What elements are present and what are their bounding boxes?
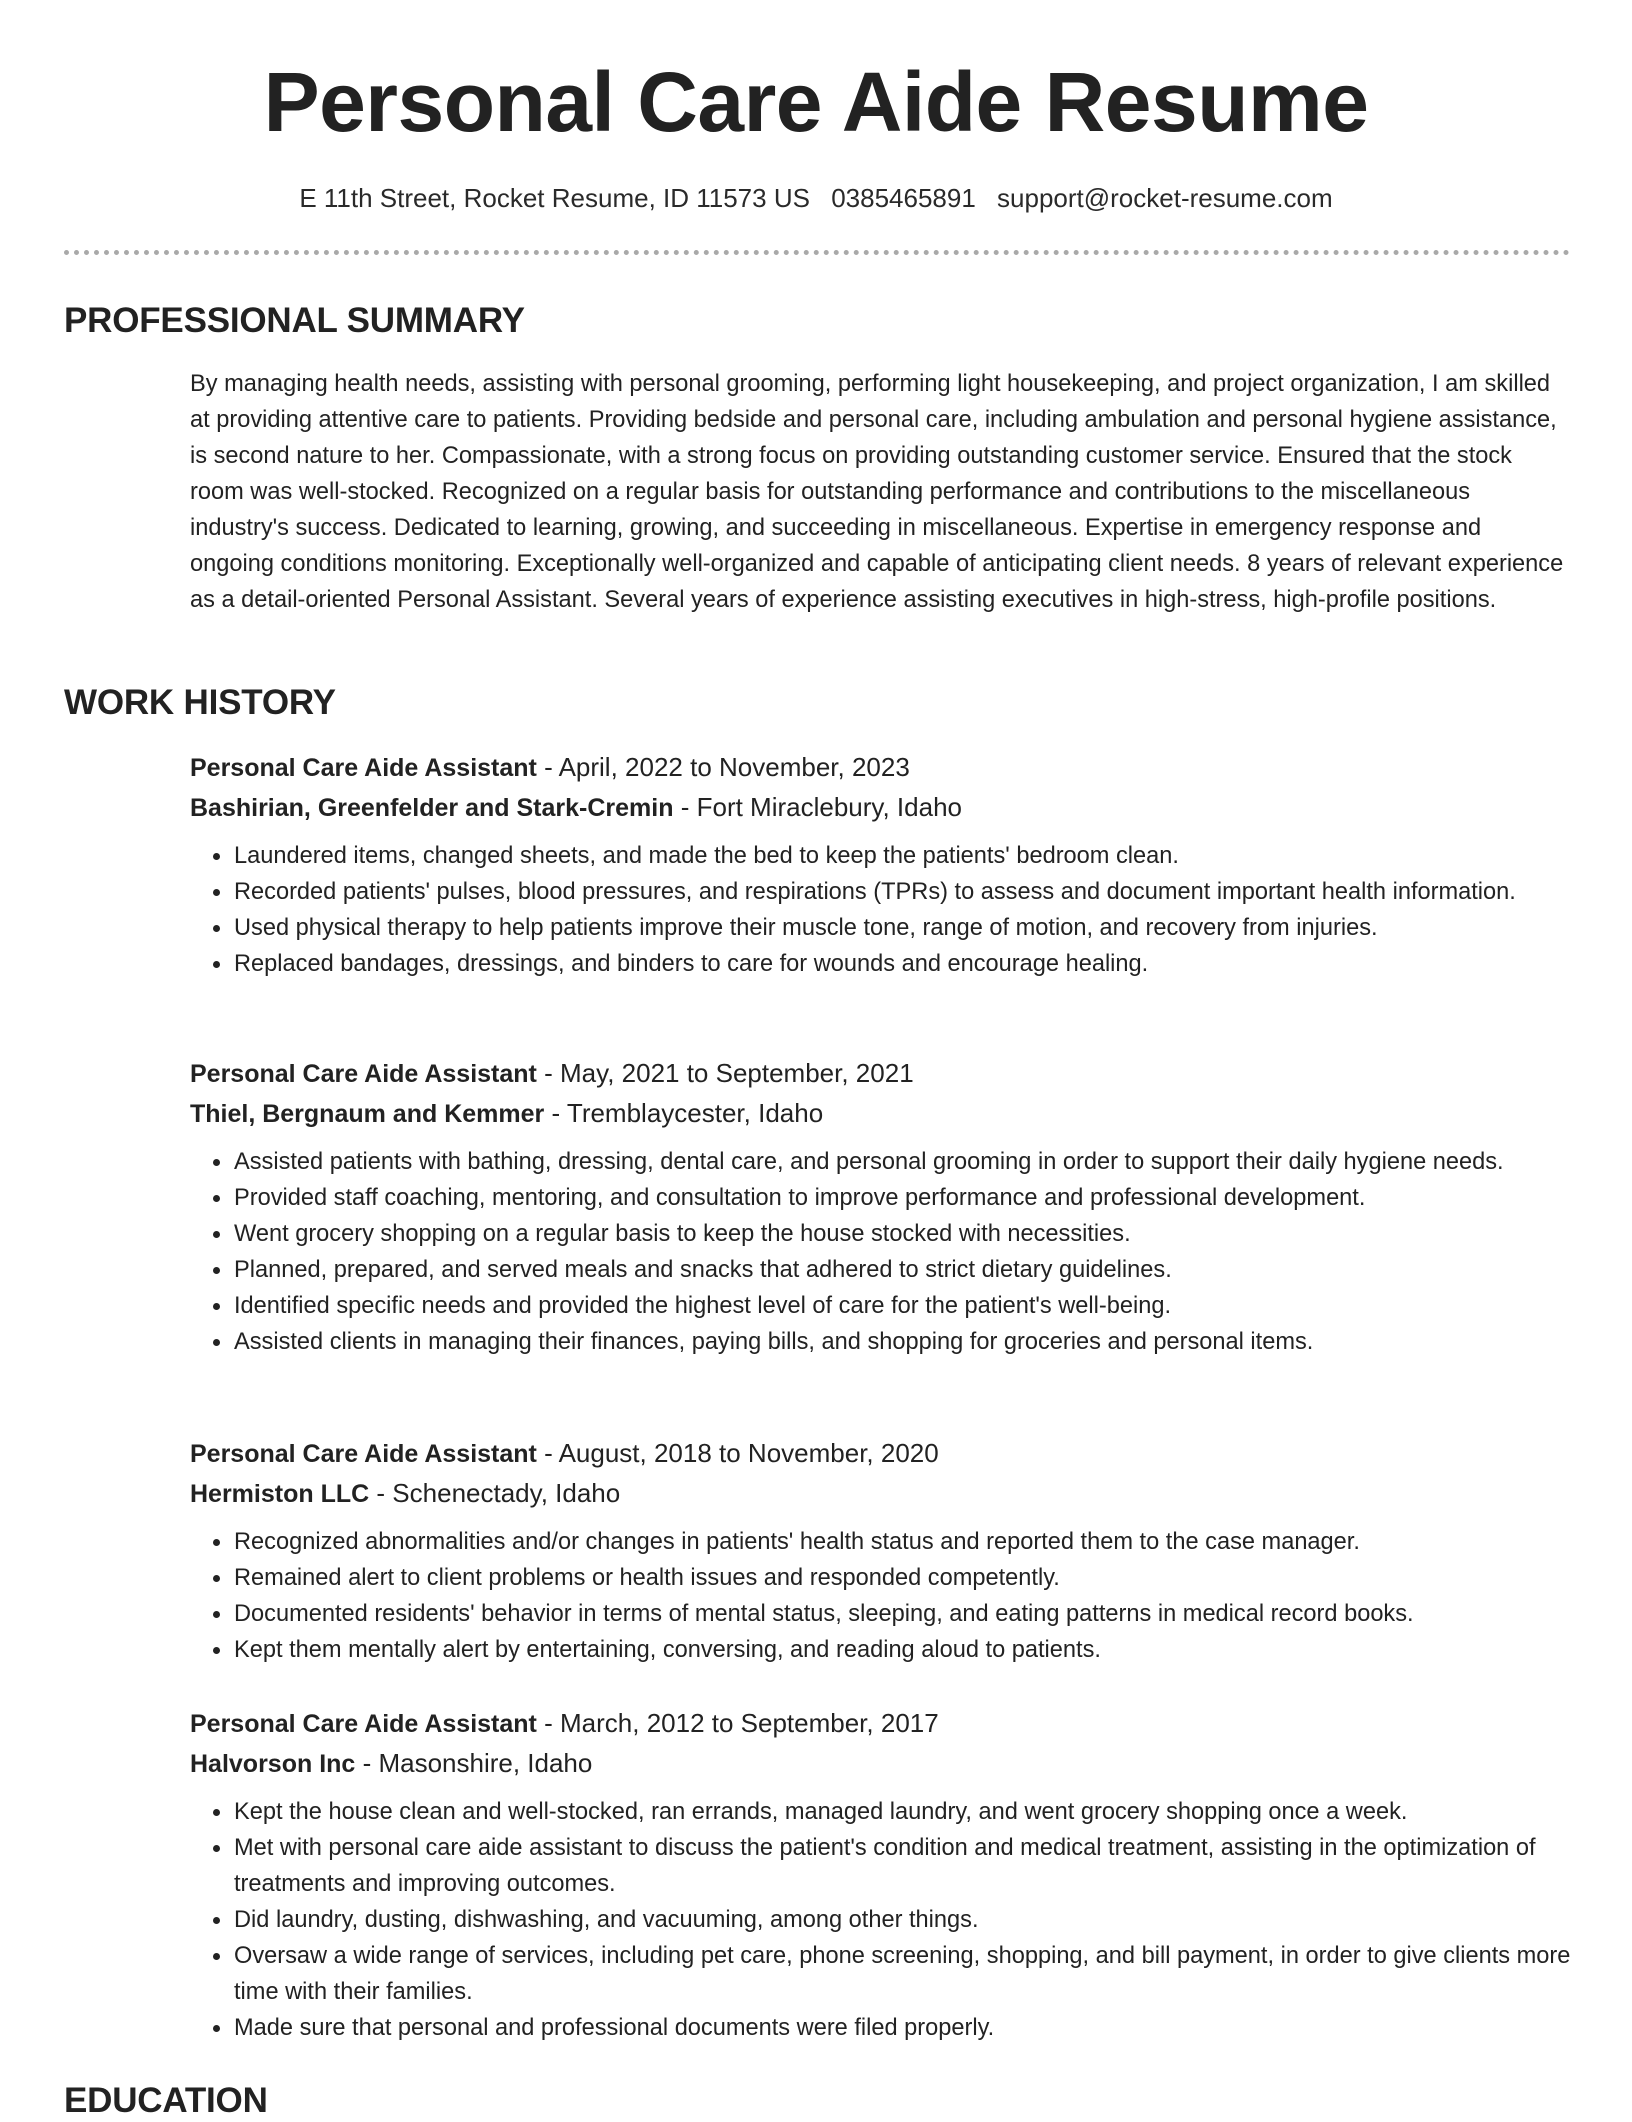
summary-heading: PROFESSIONAL SUMMARY [64, 301, 525, 340]
job-title: Personal Care Aide Assistant [190, 1060, 537, 1088]
job-bullet: • Recognized abnormalities and/or changes in patients' health status and reported them to the case manager. [233, 1524, 1580, 1560]
education-heading: EDUCATION [64, 2081, 268, 2120]
job-title: Personal Care Aide Assistant [190, 754, 537, 782]
job-dates: - March, 2012 to September, 2017 [544, 1708, 939, 1738]
job-bullet: • Planned, prepared, and served meals and snacks that adhered to strict dietary guidelines. [233, 1252, 1580, 1288]
job-company-line [190, 1094, 1580, 1134]
header-divider [64, 250, 1570, 255]
job-title-line [190, 1434, 1580, 1474]
job-bullet: • Used physical therapy to help patients improve their muscle tone, range of motion, and recovery from injuries. [233, 910, 1580, 946]
summary-text: By managing health needs, assisting with personal grooming, performing light housekeeping, and project organization, I am skilled at providing attentive care to patients. Providing bedside and personal care, including ambulation and personal hygiene assistance, is second nature to her. Compassionate, with a strong focus on providing outstanding customer service. Ensured that the stock room was well-stocked. Recognized on a regular basis for outstanding performance and contributions to the miscellaneous industry's success. Dedicated to learning, growing, and succeeding in miscellaneous. Expertise in emergency response and ongoing conditions monitoring. Exceptionally well-organized and capable of anticipating client needs. 8 years of relevant experience as a detail-oriented Personal Assistant. Several years of experience assisting executives in high-stress, high-profile positions. [190, 371, 1564, 613]
job-company-line [190, 788, 1580, 828]
job-bullets [190, 1524, 1580, 1668]
job-title: Personal Care Aide Assistant [190, 1440, 537, 1468]
job-bullets [190, 1794, 1580, 2046]
job-entry [190, 748, 1580, 982]
job-title-line [190, 1054, 1580, 1094]
job-bullet: • Assisted patients with bathing, dressing, dental care, and personal grooming in order to support their daily hygiene needs. [233, 1144, 1580, 1180]
job-bullet: • Laundered items, changed sheets, and made the bed to keep the patients' bedroom clean. [233, 838, 1580, 874]
contact-phone: 0385465891 [831, 183, 976, 213]
resume-title: Personal Care Aide Resume [263, 55, 1369, 149]
job-company-line [190, 1474, 1580, 1514]
job-title-line [190, 748, 1580, 788]
job-bullet: • Made sure that personal and professional documents were filed properly. [233, 2010, 1580, 2046]
job-bullets [190, 838, 1580, 982]
job-bullet: • Met with personal care aide assistant to discuss the patient's condition and medical treatment, assisting in the optimization of treatments and improving outcomes. [233, 1830, 1580, 1902]
job-location: - Tremblaycester, Idaho [551, 1098, 824, 1128]
job-bullet: • Went grocery shopping on a regular basis to keep the house stocked with necessities. [233, 1216, 1580, 1252]
job-entry [190, 1054, 1580, 1360]
job-bullet: • Documented residents' behavior in terms of mental status, sleeping, and eating patterns in medical record books. [233, 1596, 1580, 1632]
job-bullet: • Recorded patients' pulses, blood pressures, and respirations (TPRs) to assess and document important health information. [233, 874, 1580, 910]
job-title-line [190, 1704, 1580, 1744]
contact-email: support@rocket-resume.com [997, 183, 1333, 213]
job-bullet: • Replaced bandages, dressings, and binders to care for wounds and encourage healing. [233, 946, 1580, 982]
job-title: Personal Care Aide Assistant [190, 1710, 537, 1738]
job-bullet: • Kept them mentally alert by entertaining, conversing, and reading aloud to patients. [233, 1632, 1580, 1668]
job-dates: - April, 2022 to November, 2023 [544, 752, 910, 782]
work-history-heading: WORK HISTORY [64, 683, 336, 722]
job-bullet: • Did laundry, dusting, dishwashing, and vacuuming, among other things. [233, 1902, 1580, 1938]
job-location: - Fort Miraclebury, Idaho [680, 792, 962, 822]
job-location: - Masonshire, Idaho [362, 1748, 593, 1778]
job-bullet: • Identified specific needs and provided the highest level of care for the patient's well-being. [233, 1288, 1580, 1324]
contact-info [0, 180, 1632, 216]
job-location: - Schenectady, Idaho [376, 1478, 621, 1508]
job-bullet: • Kept the house clean and well-stocked, ran errands, managed laundry, and went grocery shopping once a week. [233, 1794, 1580, 1830]
job-entry [190, 1704, 1580, 2046]
job-company: Hermiston LLC [190, 1480, 370, 1508]
job-company: Halvorson Inc [190, 1750, 356, 1778]
job-bullet: • Assisted clients in managing their finances, paying bills, and shopping for groceries and personal items. [233, 1324, 1580, 1360]
job-entry [190, 1434, 1580, 1668]
job-dates: - May, 2021 to September, 2021 [544, 1058, 914, 1088]
job-bullet: • Remained alert to client problems or health issues and responded competently. [233, 1560, 1580, 1596]
job-bullet: • Provided staff coaching, mentoring, and consultation to improve performance and professional development. [233, 1180, 1580, 1216]
job-company: Bashirian, Greenfelder and Stark-Cremin [190, 794, 674, 822]
job-company-line [190, 1744, 1580, 1784]
job-bullet: • Oversaw a wide range of services, including pet care, phone screening, shopping, and bill payment, in order to give clients more time with their families. [233, 1938, 1580, 2010]
job-company: Thiel, Bergnaum and Kemmer [190, 1100, 545, 1128]
job-bullets [190, 1144, 1580, 1360]
job-dates: - August, 2018 to November, 2020 [544, 1438, 939, 1468]
contact-address: E 11th Street, Rocket Resume, ID 11573 US [299, 183, 810, 213]
